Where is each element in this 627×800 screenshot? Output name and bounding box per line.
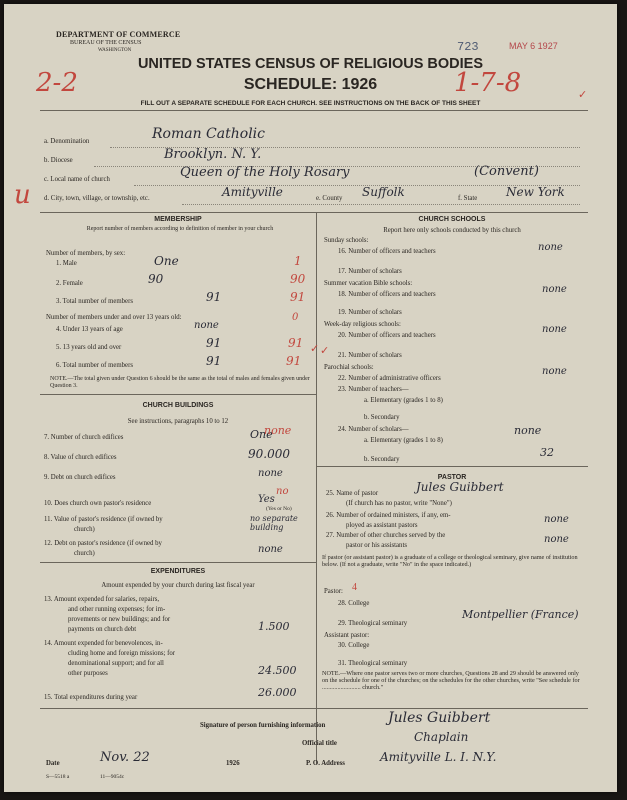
q10-red-value: no — [276, 486, 289, 497]
q24b-label: b. Secondary — [364, 456, 400, 463]
rule — [40, 212, 588, 213]
q25-value: Jules Guibbert — [416, 480, 504, 494]
expenditures-intro: Amount expended by your church during last fiscal year — [101, 582, 255, 589]
red-check-mark: ✓ — [320, 345, 330, 357]
address-value: Amityville L. I. N.Y. — [380, 750, 497, 764]
q27-label: 27. Number of other churches served by the — [326, 532, 446, 539]
q18-label: 18. Number of officers and teachers — [338, 291, 436, 298]
assistant-subheading: Assistant pastor: — [324, 632, 370, 639]
address-label: P. O. Address — [306, 760, 345, 767]
q26-label: 26. Number of ordained ministers, if any, em- — [326, 512, 451, 519]
denomination-label: a. Denomination — [44, 138, 90, 145]
q19-label: 19. Number of scholars — [338, 309, 402, 316]
by-sex-label: Number of members, by sex: — [46, 250, 126, 257]
diocese-label: b. Diocese — [44, 157, 73, 164]
q15-value: 26.000 — [258, 686, 297, 699]
schools-intro: Report here only schools conducted by this church — [383, 227, 521, 234]
q11-label-cont: church) — [74, 526, 95, 533]
denomination-value: Roman Catholic — [152, 126, 265, 142]
schedule-title: SCHEDULE: 1926 — [243, 76, 378, 93]
q13-value: 1.500 — [258, 620, 290, 633]
local-name-value: Queen of the Holy Rosary — [180, 165, 350, 180]
sunday-label: Sunday schools: — [324, 237, 369, 244]
q5-value: 91 — [206, 336, 222, 350]
buildings-intro: See instructions, paragraphs 10 to 12 — [127, 418, 229, 425]
q10-value: Yes — [258, 494, 275, 505]
q20-value: none — [542, 324, 567, 335]
q13-line-2: and other running expenses; for im- — [68, 606, 166, 613]
q2-label: 2. Female — [56, 280, 83, 287]
parochial-label: Parochial schools: — [324, 364, 374, 371]
q13-line-3: provements or new buildings; and for — [68, 616, 171, 623]
stamp-number: 723 — [457, 40, 479, 54]
q14-line-2: cluding home and foreign missions; for — [68, 650, 176, 657]
q13-line-1: 13. Amount expended for salaries, repairs, — [44, 596, 160, 603]
q23-label: 23. Number of teachers— — [338, 386, 409, 393]
q2-value: 90 — [148, 272, 164, 286]
q4-label: 4. Under 13 years of age — [56, 326, 123, 333]
q31-label: 31. Theological seminary — [338, 660, 408, 667]
rule — [182, 204, 580, 205]
q27-value: none — [544, 534, 569, 545]
q18-value: none — [542, 284, 567, 295]
rule — [40, 708, 588, 709]
city-label: WASHINGTON — [98, 48, 132, 53]
q20-label: 20. Number of officers and teachers — [338, 332, 436, 339]
summer-label: Summer vacation Bible schools: — [324, 280, 413, 287]
city-label: d. City, town, village, or township, etc. — [44, 195, 150, 202]
buildings-heading: CHURCH BUILDINGS — [142, 402, 214, 409]
q8-value: 90.000 — [248, 447, 290, 461]
q5-label: 5. 13 years old and over — [56, 344, 122, 351]
q14-line-3: denominational support; and for all — [68, 660, 164, 667]
pastor-subheading: Pastor: — [324, 588, 343, 595]
official-title-label: Official title — [302, 740, 337, 747]
q22-label: 22. Number of administrative officers — [338, 375, 441, 382]
q1-red-value: 1 — [294, 254, 302, 268]
q24b-value: 32 — [540, 446, 554, 459]
q4-red-value: 0 — [292, 312, 299, 323]
q16-label: 16. Number of officers and teachers — [338, 248, 436, 255]
membership-note: NOTE.—The total given under Question 6 should be the same as the total of males and females given under Question 3. — [50, 376, 310, 389]
q1-value: One — [154, 254, 179, 268]
q27-label-cont: pastor or his assistants — [346, 542, 407, 549]
expenditures-heading: EXPENDITURES — [150, 568, 206, 575]
q23b-label: b. Secondary — [364, 414, 400, 421]
q24a-value: none — [514, 424, 542, 437]
q6-red-value: 91 — [286, 354, 302, 368]
q8-label: 8. Value of church edifices — [44, 454, 117, 461]
q12-value: none — [258, 544, 283, 555]
yes-or-no-hint: (Yes or No) — [266, 506, 292, 512]
received-date-stamp: MAY 6 1927 — [509, 41, 558, 51]
membership-heading: MEMBERSHIP — [154, 216, 202, 223]
by-age-label: Number of members under and over 13 years old: — [46, 314, 182, 321]
print-code: 11—9054c — [100, 774, 125, 780]
q9-label: 9. Debt on church edifices — [44, 474, 116, 481]
q14-line-1: 14. Amount expended for benevolences, in- — [44, 640, 163, 647]
q7-value: One — [250, 428, 273, 441]
q3-red-value: 91 — [290, 290, 306, 304]
q3-value: 91 — [206, 290, 222, 304]
q24-label: 24. Number of scholars— — [338, 426, 409, 433]
county-label: e. County — [316, 195, 343, 202]
pastor-note: NOTE.—Where one pastor serves two or more churches, Questions 28 and 29 should be answered only on the schedule for one of the churches; on the schedules for the other churches, write "See schedule for ......................... church." — [322, 670, 580, 691]
q12-label: 12. Debt on pastor's residence (if owned by — [44, 540, 162, 547]
q2-red-value: 90 — [290, 272, 306, 286]
red-check-mark: ✓ — [578, 89, 588, 101]
q7-label: 7. Number of church edifices — [44, 434, 124, 441]
bureau-label: BUREAU OF THE CENSUS — [70, 40, 142, 46]
city-value: Amityville — [222, 185, 283, 199]
q5-red-value: 91 — [288, 336, 304, 350]
q29-value: Montpellier (France) — [462, 608, 579, 621]
county-value: Suffolk — [362, 185, 405, 199]
census-form-page — [4, 4, 617, 792]
department-label: DEPARTMENT OF COMMERCE — [56, 30, 181, 39]
rule — [40, 562, 316, 563]
membership-intro: Report number of members according to definition of member in your church — [86, 226, 274, 232]
official-title-value: Chaplain — [414, 730, 469, 744]
q6-value: 91 — [206, 354, 222, 368]
year-label: 1926 — [226, 760, 240, 767]
q6-label: 6. Total number of members — [56, 362, 133, 369]
local-name-label: c. Local name of church — [44, 176, 110, 183]
rule — [40, 110, 588, 111]
form-number: S—5518 a — [46, 774, 70, 780]
signature-value: Jules Guibbert — [388, 710, 491, 726]
instruction-banner: FILL OUT A SEPARATE SCHEDULE FOR EACH CHURCH. SEE INSTRUCTIONS ON THE BACK OF THIS SHEET — [140, 100, 481, 107]
q13-line-4: payments on church debt — [68, 626, 137, 633]
pastor-heading: PASTOR — [437, 474, 467, 481]
date-label: Date — [46, 760, 60, 767]
q10-label: 10. Does church own pastor's residence — [44, 500, 152, 507]
red-check-mark: 4 — [352, 582, 357, 593]
q23a-label: a. Elementary (grades 1 to 8) — [364, 397, 443, 404]
q14-value: 24.500 — [258, 664, 297, 677]
q4-value: none — [194, 320, 219, 331]
q15-label: 15. Total expenditures during year — [44, 694, 138, 701]
q17-label: 17. Number of scholars — [338, 268, 402, 275]
q3-label: 3. Total number of members — [56, 298, 133, 305]
q11-label: 11. Value of pastor's residence (if owned by — [44, 516, 163, 523]
q7-red-value: none — [264, 424, 292, 437]
q11-value: no separate building — [250, 514, 298, 532]
q26-value: none — [544, 514, 569, 525]
q30-label: 30. College — [338, 642, 370, 649]
form-title: UNITED STATES CENSUS OF RELIGIOUS BODIES — [137, 56, 484, 72]
q14-line-4: other purposes — [68, 670, 108, 677]
q26-label-cont: ployed as assistant pastors — [346, 522, 418, 529]
q28-label: 28. College — [338, 600, 370, 607]
diocese-value: Brooklyn. N. Y. — [164, 147, 262, 162]
q9-value: none — [258, 468, 283, 479]
red-annotation-right: 1-7-8 — [454, 68, 522, 98]
q29-label: 29. Theological seminary — [338, 620, 408, 627]
q25-hint: (If church has no pastor, write "None") — [346, 500, 452, 507]
red-margin-mark: u — [14, 180, 31, 210]
red-check-mark: ✓ — [310, 343, 320, 355]
q25-label: 25. Name of pastor — [326, 490, 379, 497]
date-value: Nov. 22 — [100, 750, 150, 765]
q24a-label: a. Elementary (grades 1 to 8) — [364, 437, 443, 444]
state-value: New York — [506, 185, 565, 199]
q21-label: 21. Number of scholars — [338, 352, 402, 359]
q12-label-cont: church) — [74, 550, 95, 557]
red-annotation-left: 2-2 — [36, 68, 78, 98]
graduate-note: If pastor (or assistant pastor) is a graduate of a college or theological seminary, give name of institution below. (If not a graduate, write "No" in the space indicated.) — [322, 554, 578, 568]
rule — [316, 466, 588, 467]
q1-label: 1. Male — [56, 260, 77, 267]
weekday-label: Week-day religious schools: — [324, 321, 401, 328]
convent-value: (Convent) — [474, 164, 539, 179]
signature-label: Signature of person furnishing information — [200, 722, 326, 729]
q16-value: none — [538, 242, 563, 253]
state-label: f. State — [458, 195, 478, 202]
schools-heading: CHURCH SCHOOLS — [418, 216, 486, 223]
rule — [40, 394, 316, 395]
q22-value: none — [542, 366, 567, 377]
column-divider — [316, 212, 317, 764]
